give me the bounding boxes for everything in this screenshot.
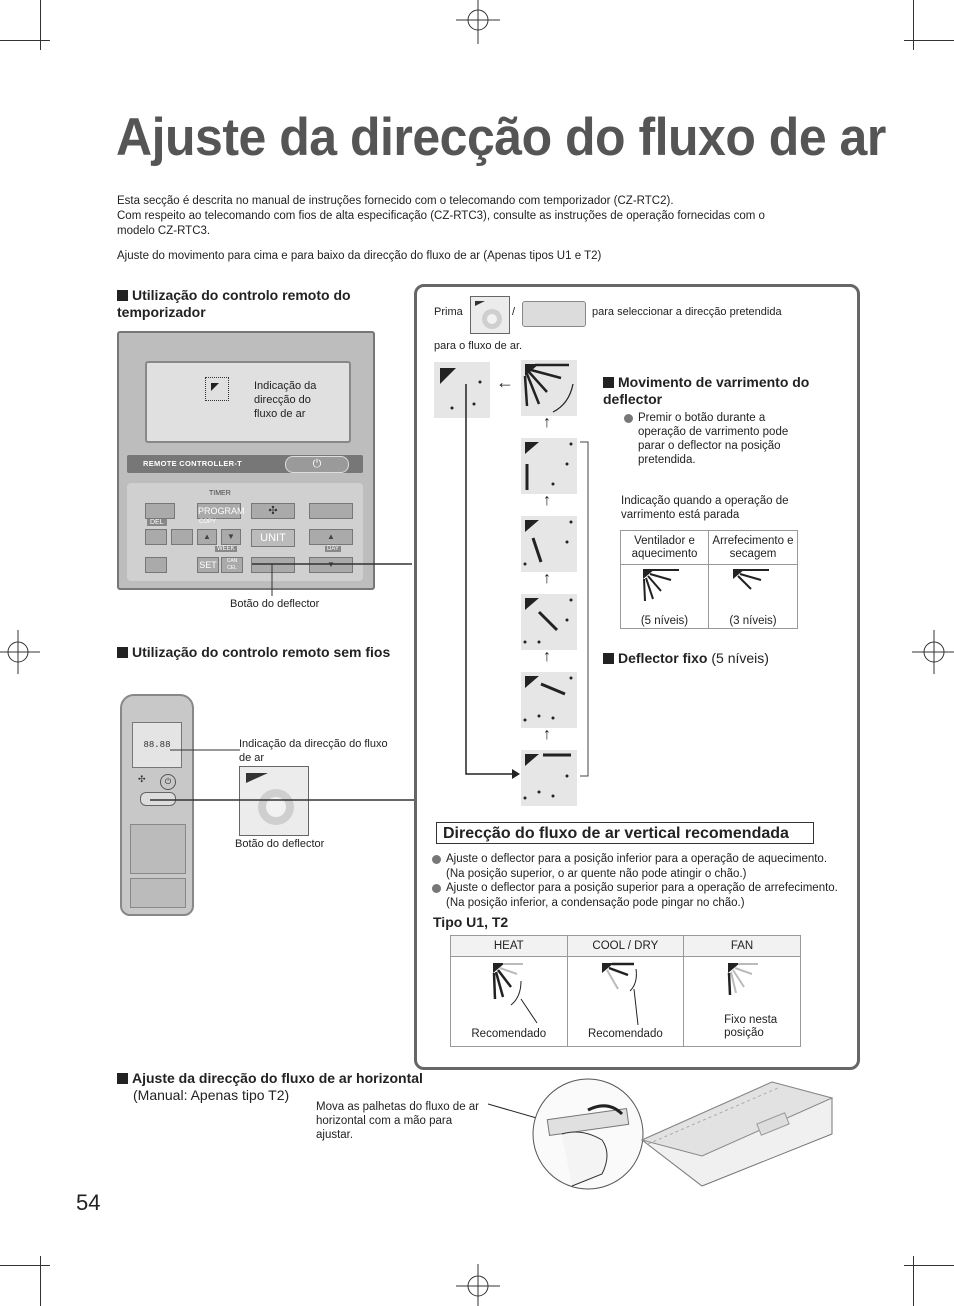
stopped-cell-heat — [621, 565, 709, 629]
bullet-icon — [432, 884, 441, 893]
timer-deflector-caption: Botão do deflector — [230, 598, 320, 610]
copy-label: COPY — [199, 519, 217, 525]
intro-line: modelo CZ-RTC3. — [117, 225, 211, 237]
filter-button[interactable] — [309, 503, 353, 519]
type-header-cool: COOL / DRY — [567, 936, 684, 957]
set-button[interactable]: SET — [197, 557, 219, 573]
square-bullet-icon — [117, 290, 128, 301]
crop-mark — [904, 1265, 954, 1266]
fixed-suffix: (5 níveis) — [711, 650, 769, 666]
bottom-keypad — [130, 878, 186, 908]
type-header-fan: FAN — [684, 936, 801, 957]
fixed-bracket — [578, 440, 594, 780]
arrow-up-icon: ↑ — [543, 492, 551, 509]
wireless-leader-line — [170, 745, 242, 755]
wireless-display-label: Indicação da direcção do fluxo de ar — [239, 738, 388, 764]
registration-mark-left — [0, 630, 40, 674]
power-button[interactable]: ⏻ — [285, 456, 349, 473]
square-bullet-icon — [117, 1073, 128, 1084]
deflector-swing-range — [521, 360, 577, 416]
recommended-title: Direcção do fluxo de ar vertical recomendada — [436, 822, 814, 844]
time-up-button[interactable]: ▲ — [197, 529, 217, 545]
stopped-table — [620, 530, 798, 629]
stopped-level-cool: (3 níveis) — [729, 615, 777, 627]
type-table — [450, 935, 801, 1047]
brand-label: REMOTE CONTROLLER-T — [143, 459, 243, 468]
press-line-2: para o fluxo de ar. — [434, 340, 523, 352]
check-button[interactable] — [171, 529, 193, 545]
fixed-heading: Deflector fixo (5 níveis) — [603, 650, 843, 667]
page-number: 54 — [76, 1190, 101, 1215]
stopped-header-heat: Ventilador e aquecimento — [621, 531, 709, 565]
rec-bullet: Ajuste o deflector para a posição superior para a operação de arrefecimento. (Na posição inferior, a condensação pode pingar no chão.) — [432, 881, 846, 910]
intro-adjust: Ajuste do movimento para cima e para baixo da direcção do fluxo de ar (Apenas tipos U1 e T2) — [117, 250, 602, 262]
wireless-connector-line — [150, 790, 416, 810]
temp-down-button[interactable]: ▼ — [309, 557, 353, 573]
square-bullet-icon — [117, 647, 128, 658]
page-title: Ajuste da direcção do fluxo de ar — [116, 107, 886, 167]
crop-mark — [40, 1256, 41, 1306]
crop-mark — [913, 1256, 914, 1306]
day-label: DAY — [327, 546, 339, 552]
wireless-remote-heading: Utilização do controlo remoto sem fios — [117, 644, 397, 661]
deflector-display-icon — [205, 377, 229, 401]
swing-note-text: Premir o botão durante a operação de varrimento pode parar o deflector na posição pretendida. — [638, 412, 789, 466]
crop-mark — [40, 0, 41, 50]
intro-text — [117, 194, 857, 239]
deflector-position-5 — [521, 438, 577, 494]
week-label: WEEK — [217, 546, 235, 552]
timer-button[interactable] — [145, 557, 167, 573]
del-label: DEL — [147, 519, 167, 526]
ceiling-unit-illustration — [532, 1074, 842, 1198]
type-caption-fan: Fixo nesta posição — [724, 1014, 778, 1039]
registration-mark-right — [912, 630, 954, 674]
type-caption-cool: Recomendado — [587, 1028, 663, 1040]
arrow-up-icon: ↑ — [543, 414, 551, 431]
type-cell-fan — [684, 957, 801, 1047]
arrow-left-icon: ← — [496, 372, 514, 392]
intro-line: Esta secção é descrita no manual de instruções fornecido com o telecomando com temporizador (CZ-RTC2). — [117, 195, 674, 207]
rec-bullet: Ajuste o deflector para a posição inferior para a operação de aquecimento. (Na posição superior, o ar quente não pode atingir o chão.) — [432, 852, 846, 881]
timer-display-label: Indicação da direcção do fluxo de ar — [254, 380, 317, 420]
type-cell-heat — [451, 957, 568, 1047]
return-loop-line — [460, 380, 524, 780]
arrow-up-icon: ↑ — [543, 648, 551, 665]
swing-note — [624, 411, 814, 467]
press-separator: / — [512, 306, 516, 318]
temp-up-button[interactable]: ▲ — [309, 529, 353, 545]
time-down-button[interactable]: ▼ — [221, 529, 241, 545]
timer-connector-line — [240, 560, 416, 600]
arrow-up-icon: ↑ — [543, 570, 551, 587]
timer-remote-heading: Utilização do controlo remoto do temporizador — [117, 287, 351, 320]
arrow-up-icon: ↑ — [543, 726, 551, 743]
temp-check-button[interactable] — [145, 503, 175, 519]
horizontal-heading: Ajuste da direcção do fluxo de ar horizontal — [117, 1070, 497, 1087]
crop-mark — [904, 40, 954, 41]
stopped-cell-cool — [709, 565, 798, 629]
unit-button[interactable]: UNIT — [251, 529, 295, 547]
crop-mark — [0, 40, 50, 41]
cancel-button[interactable]: CAN CEL — [221, 557, 243, 573]
timer-remote-illustration — [117, 331, 375, 590]
type-caption-heat: Recomendado — [471, 1028, 547, 1040]
intro-line: Com respeito ao telecomando com fios de alta especificação (CZ-RTC3), consulte as instruções de operação fornecidas com o — [117, 210, 765, 222]
keypad — [130, 824, 186, 874]
fan-speed-button[interactable]: ✣ — [251, 503, 295, 519]
deflector-position-1 — [521, 750, 577, 806]
press-prefix: Prima — [434, 306, 463, 318]
type-header-heat: HEAT — [451, 936, 568, 957]
wireless-remote-screen: 88.88 — [132, 722, 182, 768]
bullet-icon — [624, 414, 633, 423]
rec-bullets — [432, 852, 846, 910]
power-button[interactable]: ⏻ — [160, 774, 176, 790]
deflector-position-3 — [521, 594, 577, 650]
timer-label: TIMER — [209, 490, 231, 497]
square-bullet-icon — [603, 377, 614, 388]
stopped-level-heat: (5 níveis) — [640, 615, 689, 627]
wireless-deflector-caption: Botão do deflector — [235, 838, 325, 850]
crop-mark — [913, 0, 914, 50]
vent-button[interactable] — [145, 529, 167, 545]
stopped-header-cool: Arrefecimento e secagem — [709, 531, 798, 565]
fan-icon: ✣ — [138, 774, 146, 784]
press-suffix: para seleccionar a direcção pretendida — [592, 306, 782, 318]
registration-mark-bottom — [456, 1264, 500, 1306]
program-button[interactable]: PROGRAM — [197, 503, 241, 519]
horizontal-instruction: Mova as palhetas do fluxo de ar horizontal com a mão para ajustar. — [316, 1101, 480, 1141]
deflector-position-4 — [521, 516, 577, 572]
deflector-position-2 — [521, 672, 577, 728]
type-cell-cool — [567, 957, 684, 1047]
type-label: Tipo U1, T2 — [433, 914, 509, 930]
horizontal-subheading: (Manual: Apenas tipo T2) — [133, 1087, 290, 1103]
bullet-icon — [432, 855, 441, 864]
stopped-label: Indicação quando a operação de varrimento está parada — [621, 495, 789, 521]
wired-deflector-button-icon[interactable] — [522, 301, 586, 327]
registration-mark-top — [456, 0, 500, 44]
square-bullet-icon — [603, 653, 614, 664]
swing-heading: Movimento de varrimento do deflector — [603, 374, 810, 407]
crop-mark — [0, 1265, 50, 1266]
deflector-button-icon[interactable] — [470, 296, 510, 334]
